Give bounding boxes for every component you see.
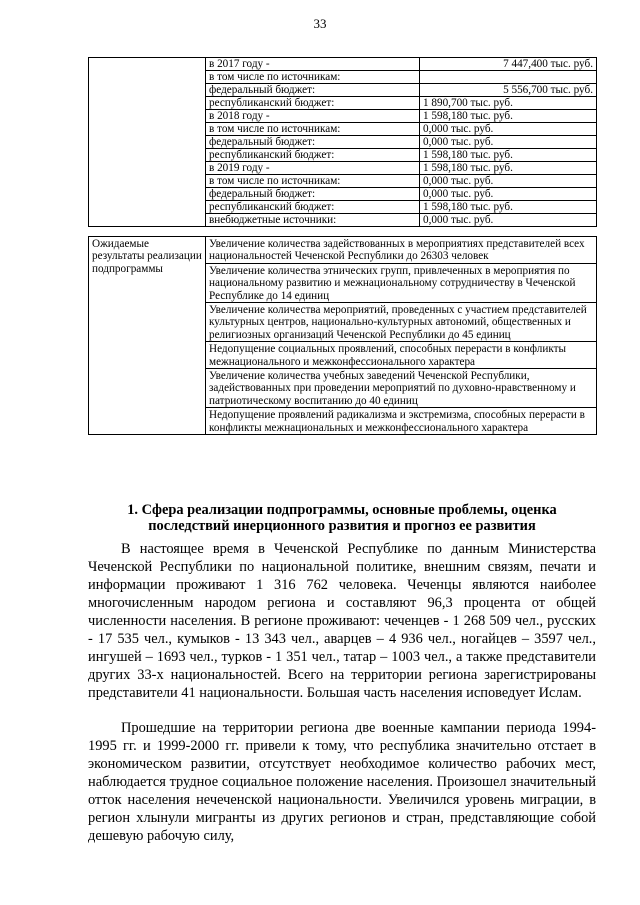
funding-label-cell: в 2018 году -	[206, 110, 420, 123]
funding-value-cell: 0,000 тыс. руб.	[420, 136, 597, 149]
funding-label-cell: республиканский бюджет:	[206, 97, 420, 110]
funding-label-cell: республиканский бюджет:	[206, 149, 420, 162]
funding-label-cell: в 2019 году -	[206, 162, 420, 175]
funding-row	[89, 58, 597, 71]
paragraph-population: В настоящее время в Чеченской Республике по данным Министерства Чеченской Республики по национальной политике, внешним связям, печати и информации проживают 1 316 762 человека. Чеченцы являются наиболее многочисленным народом региона и составляют 96,3 процента от общей численности населения. В регионе проживают: чеченцев - 1 268 509 чел., русских - 17 535 чел., кумыков - 13 343 чел., аварцев – 4 936 чел., ногайцев – 3597 чел., ингушей – 1693 чел., турков - 1 351 чел., татар – 1003 чел., а также представители других 33-х национальностей. Всего на территории региона зарегистрированы представители 41 национальности. Большая часть населения исповедует Ислам.	[88, 541, 596, 701]
funding-label-cell: федеральный бюджет:	[206, 136, 420, 149]
funding-value-cell: 1 598,180 тыс. руб.	[420, 162, 597, 175]
funding-label-cell: в том числе по источникам:	[206, 175, 420, 188]
funding-value-cell: 0,000 тыс. руб.	[420, 188, 597, 201]
result-item: Недопущение проявлений радикализма и экстремизма, способных перерасти в конфликты межнациональных и межконфессионального характера	[206, 408, 597, 435]
section-heading: 1. Сфера реализации подпрограммы, основные проблемы, оценка последствий инерционного развития и прогноз ее развития	[127, 502, 557, 534]
funding-value-cell	[420, 71, 597, 84]
funding-value-cell: 5 556,700 тыс. руб.	[420, 84, 597, 97]
funding-value-cell: 0,000 тыс. руб.	[420, 123, 597, 136]
result-item: Увеличение количества этнических групп, привлеченных в мероприятия по национальному развитию и межнациональному сотрудничеству в Чеченской Республике до 14 единиц	[206, 263, 597, 302]
funding-label-cell: в том числе по источникам:	[206, 71, 420, 84]
funding-label-cell: в 2017 году -	[206, 58, 420, 71]
result-item: Увеличение количества учебных заведений Чеченской Республики, задействованных при проведении мероприятий по духовно-нравственному и патриотическому воспитанию до 40 единиц	[206, 369, 597, 408]
funding-label-cell: федеральный бюджет:	[206, 188, 420, 201]
funding-value-cell: 0,000 тыс. руб.	[420, 175, 597, 188]
funding-label-cell: федеральный бюджет:	[206, 84, 420, 97]
result-item: Увеличение количества задействованных в мероприятиях представителей всех национальностей Чеченской Республики до 26303 человек	[206, 237, 597, 264]
result-item: Недопущение социальных проявлений, способных перерасти в конфликты межнационального и межконфессионального характера	[206, 342, 597, 369]
funding-value-cell: 7 447,400 тыс. руб.	[420, 58, 597, 71]
result-item: Увеличение количества мероприятий, проведенных с участием представителей культурных центров, национально-культурных автономий, общественных и религиозных организаций Чеченской Республики до 45 единиц	[206, 303, 597, 342]
funding-label-cell: в том числе по источникам:	[206, 123, 420, 136]
funding-blank-cell	[89, 58, 206, 227]
page-number: 33	[313, 16, 327, 31]
funding-value-cell: 1 598,180 тыс. руб.	[420, 149, 597, 162]
expected-results-table	[88, 236, 597, 435]
funding-value-cell: 1 598,180 тыс. руб.	[420, 201, 597, 214]
funding-label-cell: внебюджетные источники:	[206, 214, 420, 227]
funding-value-cell: 0,000 тыс. руб.	[420, 214, 597, 227]
result-row	[89, 237, 597, 264]
results-label-cell: Ожидаемые результаты реализации подпрограммы	[89, 237, 206, 435]
paragraph-military-campaigns: Прошедшие на территории региона две военные кампании периода 1994-1995 гг. и 1999-2000 гг. привели к тому, что республика значительно отстает в экономическом развитии, отсутствует необходимое количество рабочих мест, наблюдается трудное социальное положение населения. Произошел значительный отток населения нечеченской национальности. Увеличился уровень миграции, в регион хлынули мигранты из других регионов и стран, представляющие собой дешевую рабочую силу,	[88, 720, 596, 844]
funding-value-cell: 1 890,700 тыс. руб.	[420, 97, 597, 110]
funding-table	[88, 57, 597, 227]
funding-value-cell: 1 598,180 тыс. руб.	[420, 110, 597, 123]
funding-label-cell: республиканский бюджет:	[206, 201, 420, 214]
